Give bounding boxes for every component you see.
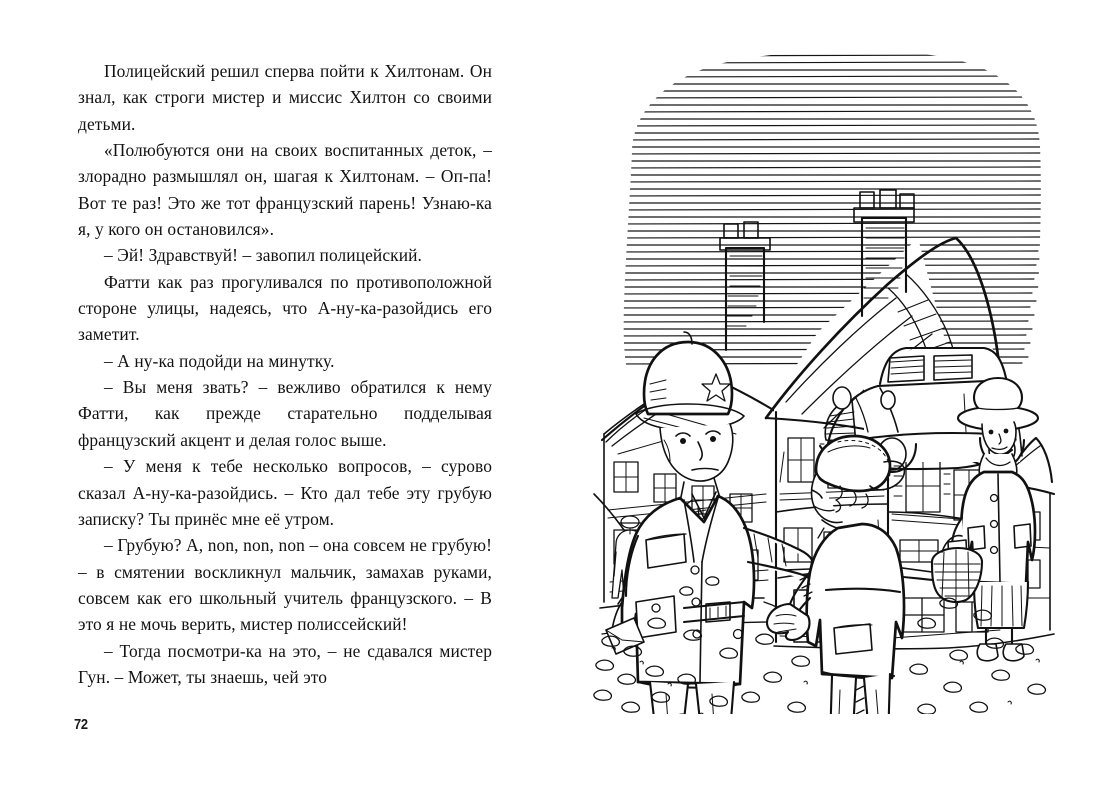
illustration bbox=[588, 42, 1056, 714]
paragraph: «Полюбуются они на своих воспитанных деток, – злорадно размышлял он, шагая к Хилтонам. – Оп-па! Вот те раз! Это же тот французский парень! Узнаю-ка я, у кого он останoвился». bbox=[78, 140, 492, 240]
paragraph: – А ну-ка подойди на минутку. bbox=[104, 350, 335, 371]
paragraph: Полицейский решил сперва пойти к Хилтонам. Он знал, как строги мистер и миссис Хилтон со своими детьми. bbox=[78, 61, 492, 134]
street-scene-drawing bbox=[588, 42, 1056, 714]
paragraph: – Эй! Здравствуй! – завопил полицейский. bbox=[104, 245, 422, 266]
paragraph: – Грубую? А, non, non, non – она совсем не грубую! – в смятении воскликнул мальчик, замахав руками, совсем как его школьный учитель французского. – В это я не мочь верить, мистер полиссейский! bbox=[78, 535, 492, 635]
paragraph: – У меня к тебе несколько вопросов, – сурово сказал А-ну-ка-разойдись. – Кто дал тебе эту грубую записку? Ты принёс мне её утром. bbox=[78, 456, 492, 529]
paragraph: Фатти как раз прогуливался по противоположной стороне улицы, надеясь, что А-ну-ка-разойдись его заметит. bbox=[78, 271, 492, 345]
hatched-sky bbox=[590, 55, 1050, 364]
paragraph: – Вы меня звать? – вежливо обратился к нему Фатти, как прежде старательно подделывая французский акцент и делая голос выше. bbox=[78, 377, 492, 450]
text-column bbox=[78, 58, 492, 690]
paragraph: – Тогда посмотри-ка на это, – не сдавался мистер Гун. – Может, ты знаешь, чей это bbox=[78, 640, 492, 687]
page-number: 72 bbox=[74, 716, 88, 733]
